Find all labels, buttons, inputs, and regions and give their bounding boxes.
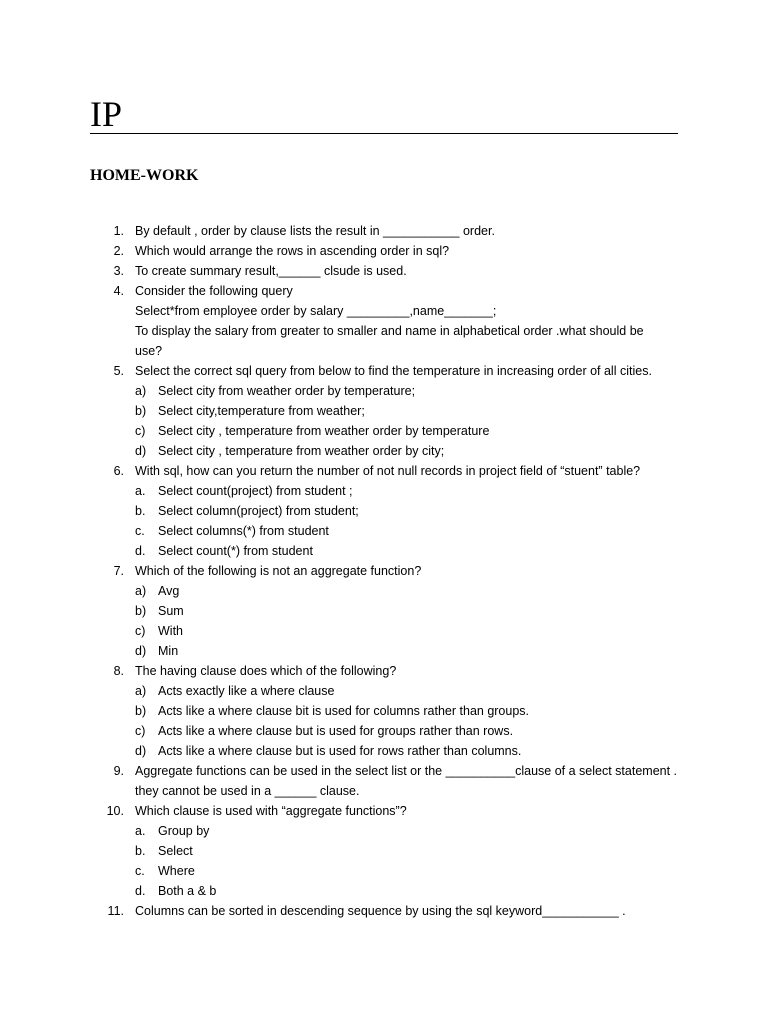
option-label: b)	[135, 604, 147, 618]
question-number: 7.	[113, 564, 124, 578]
option-label: a)	[135, 384, 147, 398]
option-text: Select city , temperature from weather order by city;	[158, 444, 445, 458]
question-text: use?	[135, 344, 163, 358]
question-text: Aggregate functions can be used in the select list or the __________clause of a select statement .	[135, 764, 678, 778]
question-number: 6.	[113, 464, 124, 478]
option-text: Select city , temperature from weather order by temperature	[158, 424, 490, 438]
question-text: Select the correct sql query from below to find the temperature in increasing order of all cities.	[135, 364, 652, 378]
option-item	[0, 621, 768, 641]
option-text: Both a & b	[158, 884, 217, 898]
option-text: Select city,temperature from weather;	[158, 404, 365, 418]
option-text: Acts like a where clause but is used for groups rather than rows.	[158, 724, 514, 738]
option-item	[0, 381, 768, 401]
question-line	[0, 281, 768, 301]
option-label: c)	[135, 424, 146, 438]
question-item	[0, 561, 768, 661]
question-item	[0, 221, 768, 241]
option-text: Min	[158, 644, 179, 658]
question-line	[0, 461, 768, 481]
question-number: 8.	[113, 664, 124, 678]
option-text: Select	[158, 844, 193, 858]
option-text: Acts like a where clause bit is used for columns rather than groups.	[158, 704, 530, 718]
option-item	[0, 881, 768, 901]
option-label: c)	[135, 724, 146, 738]
option-text: Sum	[158, 604, 184, 618]
option-item	[0, 741, 768, 761]
option-item	[0, 701, 768, 721]
option-label: b)	[135, 404, 147, 418]
option-text: Group by	[158, 824, 210, 838]
question-line	[0, 801, 768, 821]
title-underline	[90, 133, 678, 134]
option-label: b)	[135, 704, 147, 718]
question-item	[0, 241, 768, 261]
option-label: a)	[135, 584, 147, 598]
question-item	[0, 761, 768, 801]
option-item	[0, 841, 768, 861]
question-number: 2.	[113, 244, 124, 258]
question-line	[0, 661, 768, 681]
option-text: Where	[158, 864, 195, 878]
question-text: To create summary result,______ clsude is used.	[135, 264, 407, 278]
question-text: Which clause is used with “aggregate functions”?	[135, 804, 407, 818]
option-item	[0, 641, 768, 661]
option-text: Acts exactly like a where clause	[158, 684, 335, 698]
question-text: Columns can be sorted in descending sequence by using the sql keyword___________ .	[135, 904, 626, 918]
option-text: Acts like a where clause but is used for rows rather than columns.	[158, 744, 522, 758]
question-item	[0, 801, 768, 901]
question-number: 4.	[113, 284, 124, 298]
option-item	[0, 861, 768, 881]
option-label: a.	[135, 484, 146, 498]
question-item	[0, 461, 768, 561]
option-text: With	[158, 624, 183, 638]
question-text: Select*from employee order by salary _________,name_______;	[135, 304, 497, 318]
section-heading: HOME-WORK	[90, 167, 199, 184]
option-text: Select count(project) from student ;	[158, 484, 353, 498]
question-item	[0, 901, 768, 921]
option-label: d)	[135, 444, 147, 458]
question-item	[0, 661, 768, 761]
option-label: b.	[135, 504, 146, 518]
option-item	[0, 401, 768, 421]
option-label: c.	[135, 524, 145, 538]
option-text: Select columns(*) from student	[158, 524, 329, 538]
question-text: Consider the following query	[135, 284, 293, 298]
question-text: With sql, how can you return the number of not null records in project field of “stuent” table?	[135, 464, 641, 478]
option-text: Select count(*) from student	[158, 544, 313, 558]
option-label: d)	[135, 744, 147, 758]
option-text: Select column(project) from student;	[158, 504, 359, 518]
question-line	[0, 221, 768, 241]
option-label: d.	[135, 544, 146, 558]
option-item	[0, 681, 768, 701]
question-number: 3.	[113, 264, 124, 278]
question-list	[0, 221, 768, 921]
question-line	[0, 761, 768, 781]
question-item	[0, 261, 768, 281]
question-number: 10.	[106, 804, 124, 818]
question-text: To display the salary from greater to smaller and name in alphabetical order .what should be	[135, 324, 644, 338]
option-label: a)	[135, 684, 147, 698]
question-line	[0, 901, 768, 921]
question-text: Which would arrange the rows in ascending order in sql?	[135, 244, 450, 258]
option-label: a.	[135, 824, 146, 838]
question-number: 11.	[107, 904, 124, 918]
option-item	[0, 421, 768, 441]
question-number: 9.	[113, 764, 124, 778]
question-text: they cannot be used in a ______ clause.	[135, 784, 360, 798]
question-line	[0, 361, 768, 381]
option-item	[0, 821, 768, 841]
option-label: d.	[135, 884, 146, 898]
option-text: Select city from weather order by temperature;	[158, 384, 416, 398]
option-item	[0, 441, 768, 461]
option-item	[0, 601, 768, 621]
document-title: IP	[90, 94, 123, 134]
option-item	[0, 521, 768, 541]
option-item	[0, 481, 768, 501]
question-text: By default , order by clause lists the result in ___________ order.	[135, 224, 495, 238]
question-text: Which of the following is not an aggregate function?	[135, 564, 422, 578]
option-label: b.	[135, 844, 146, 858]
option-item	[0, 541, 768, 561]
question-continuation-line	[0, 301, 768, 321]
question-continuation-line	[0, 321, 768, 341]
option-item	[0, 581, 768, 601]
option-label: d)	[135, 644, 147, 658]
question-continuation-line	[0, 781, 768, 801]
question-line	[0, 561, 768, 581]
option-label: c)	[135, 624, 146, 638]
option-item	[0, 721, 768, 741]
question-number: 1.	[113, 224, 124, 238]
question-number: 5.	[113, 364, 124, 378]
option-label: c.	[135, 864, 145, 878]
question-continuation-line	[0, 341, 768, 361]
option-item	[0, 501, 768, 521]
question-item	[0, 361, 768, 461]
question-line	[0, 241, 768, 261]
question-item	[0, 281, 768, 361]
option-text: Avg	[158, 584, 180, 598]
question-text: The having clause does which of the following?	[135, 664, 397, 678]
question-line	[0, 261, 768, 281]
